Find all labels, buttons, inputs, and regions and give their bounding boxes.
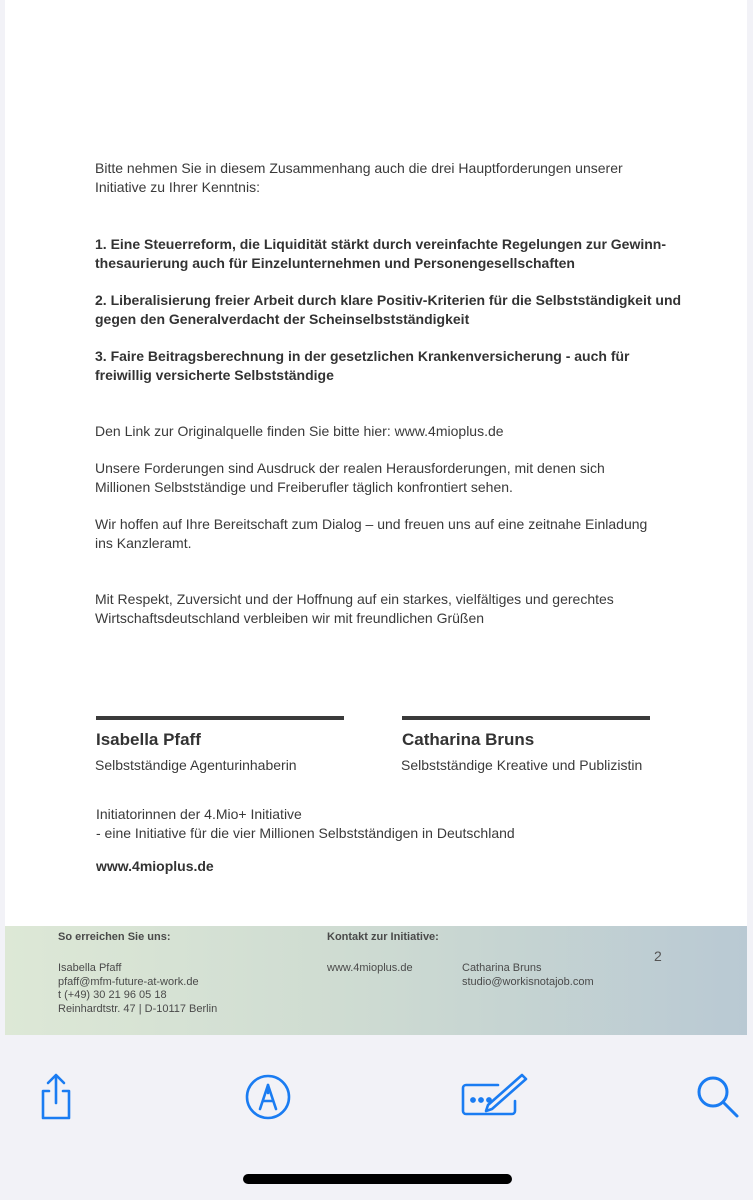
letter-footer — [5, 926, 747, 1035]
demand-2: 2. Liberalisierung freier Arbeit durch klare Positiv-Kriterien für die Selbstständigkeit und gegen den Generalverdacht der Scheinselbstständigkeit — [95, 292, 682, 327]
pdf-page — [5, 0, 747, 1035]
page-number: 2 — [654, 948, 662, 964]
markup-icon — [244, 1073, 292, 1121]
closing-paragraph: Mit Respekt, Zuversicht und der Hoffnung auf ein starkes, vielfältiges und gerechtes Wirtschaftsdeutschland verbleiben wir mit freundlichen Grüßen — [95, 591, 614, 626]
intro-paragraph: Bitte nehmen Sie in diesem Zusammenhang auch die drei Hauptforderungen unserer Initiative zu Ihrer Kenntnis: — [95, 160, 623, 195]
demand-3: 3. Faire Beitragsberechnung in der gesetzlichen Krankenversicherung - auch für freiwillig versicherte Selbstständige — [95, 348, 630, 383]
signatory-name-1: Isabella Pfaff — [96, 730, 201, 749]
signatory-role-1: Selbstständige Agenturinhaberin — [95, 757, 297, 773]
initiators-text: Initiatorinnen der 4.Mio+ Initiative - eine Initiative für die vier Millionen Selbstständigen in Deutschland — [96, 806, 515, 841]
share-icon — [35, 1072, 77, 1122]
share-button[interactable] — [30, 1069, 82, 1125]
keyboard-pen-icon — [458, 1073, 528, 1121]
footer-contact-heading: Kontakt zur Initiative: — [327, 931, 439, 943]
signature-line-1 — [96, 716, 344, 720]
demand-1: 1. Eine Steuerreform, die Liquidität stärkt durch vereinfachte Regelungen zur Gewinn- thesaurierung auch für Einzelunternehmen und Personengesellschaften — [95, 236, 666, 271]
signatory-role-2: Selbstständige Kreative und Publizistin — [401, 757, 643, 773]
home-indicator[interactable] — [243, 1174, 512, 1184]
footer-website: www.4mioplus.de — [327, 962, 413, 974]
dialog-paragraph: Wir hoffen auf Ihre Bereitschaft zum Dialog – und freuen uns auf eine zeitnahe Einladung ins Kanzleramt. — [95, 516, 648, 551]
markup-button[interactable] — [242, 1071, 294, 1123]
form-fill-button[interactable] — [456, 1071, 530, 1123]
signatory-name-2: Catharina Bruns — [402, 730, 535, 749]
footer-contact-pfaff: Isabella Pfaff pfaff@mfm-future-at-work.de t (+49) 30 21 96 05 18 Reinhardtstr. 47 | D-10117 Berlin — [58, 962, 218, 1015]
website-link[interactable]: www.4mioplus.de — [96, 858, 214, 874]
source-link-text: Den Link zur Originalquelle finden Sie bitte hier: www.4mioplus.de — [95, 423, 504, 439]
footer-contact-bruns: Catharina Bruns studio@workisnotajob.com — [462, 962, 594, 988]
search-button[interactable] — [690, 1069, 744, 1123]
search-icon — [693, 1072, 741, 1120]
signature-line-2 — [402, 716, 650, 720]
footer-reach-heading: So erreichen Sie uns: — [58, 931, 171, 943]
demands-paragraph: Unsere Forderungen sind Ausdruck der realen Herausforderungen, mit denen sich Millionen Selbstständige und Freiberufler täglich konfrontiert sehen. — [95, 460, 605, 495]
